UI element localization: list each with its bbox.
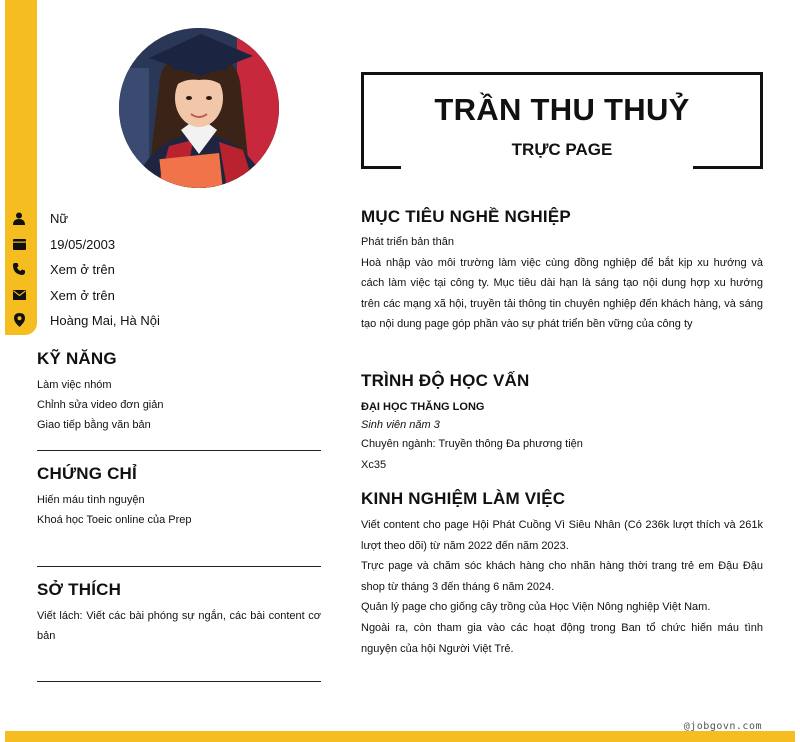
experience-section xyxy=(361,489,763,659)
skills-title: KỸ NĂNG xyxy=(37,349,117,368)
objective-subtitle: Phát triển bản thân xyxy=(361,236,454,248)
calendar-icon xyxy=(12,237,26,251)
phone-icon xyxy=(12,262,26,276)
full-name: TRẦN THU THUỶ xyxy=(434,92,690,127)
education-class: Xc35 xyxy=(361,458,387,471)
birthday-text: 19/05/2003 xyxy=(50,236,116,252)
certificates-title: CHỨNG CHỈ xyxy=(37,464,137,483)
divider xyxy=(37,566,321,567)
phone-text[interactable]: Xem ở trên xyxy=(50,261,115,277)
name-box-border xyxy=(693,166,763,169)
mail-icon xyxy=(12,288,26,302)
experience-item: Viết content cho page Hội Phát Cuồng Vì Siêu Nhân (Có 236k lượt thích và 261k lượt theo dõi) từ năm 2022 đến năm 2023. xyxy=(361,519,763,552)
school-name: ĐẠI HỌC THĂNG LONG xyxy=(361,401,485,413)
watermark: @jobgovn.com xyxy=(683,721,762,732)
address-text: Hoàng Mai, Hà Nội xyxy=(50,312,160,328)
name-box-border xyxy=(361,166,401,169)
education-year: Sinh viên năm 3 xyxy=(361,419,440,431)
education-major: Chuyên ngành: Truyền thông Đa phương tiện xyxy=(361,438,583,450)
experience-item: Trực page và chăm sóc khách hàng cho nhãn hàng thời trang trẻ em Đậu Đậu shop từ tháng 3 đến tháng 6 năm 2024. xyxy=(361,560,763,593)
accent-footer-bar xyxy=(5,731,795,742)
gender-text: Nữ xyxy=(50,210,69,226)
divider xyxy=(37,681,321,682)
divider xyxy=(37,450,321,451)
person-icon xyxy=(12,211,26,225)
location-pin-icon xyxy=(12,313,26,327)
skill-item: Làm việc nhóm xyxy=(37,379,112,391)
email-text[interactable]: Xem ở trên xyxy=(50,287,115,303)
objective-text: Hoà nhập vào môi trường làm việc cùng đồng nghiệp để bắt kịp xu hướng và cách làm việc tại công ty. Mục tiêu dài hạn là sáng tạo nội dung hợp xu hướng trên các mạng xã hội, truyền tải thông tin chuyên nghiệp đến khách hàng, và sáng tạo nội dung page góp phần vào sự phát triển bền vững của công ty xyxy=(361,256,763,331)
skills-section xyxy=(37,349,321,435)
hobbies-section xyxy=(37,580,321,646)
experience-title: KINH NGHIỆM LÀM VIỆC xyxy=(361,489,566,508)
skill-item: Giao tiếp bằng văn bản xyxy=(37,419,151,431)
education-section xyxy=(361,371,763,475)
objective-section xyxy=(361,207,763,335)
certificate-item: Hiến máu tình nguyện xyxy=(37,494,145,506)
skill-item: Chỉnh sửa video đơn giản xyxy=(37,399,164,411)
hobby-item: Viết lách: Viết các bài phóng sự ngắn, các bài content cơ bản xyxy=(37,610,321,642)
hobbies-title: SỞ THÍCH xyxy=(37,580,122,599)
experience-item: Quản lý page cho giống cây trồng của Học Viện Nông nghiệp Việt Nam. xyxy=(361,601,711,614)
objective-title: MỤC TIÊU NGHỀ NGHIỆP xyxy=(361,207,571,226)
avatar xyxy=(119,28,279,188)
certificates-section xyxy=(37,464,321,530)
accent-sidebar xyxy=(5,0,37,335)
education-title: TRÌNH ĐỘ HỌC VẤN xyxy=(361,371,530,390)
job-position: TRỰC PAGE xyxy=(511,140,613,159)
certificate-item: Khoá học Toeic online của Prep xyxy=(37,514,192,526)
experience-item: Ngoài ra, còn tham gia vào các hoạt động trong Ban tổ chức hiến máu tình nguyện của hội Người Việt Trẻ. xyxy=(361,621,763,655)
